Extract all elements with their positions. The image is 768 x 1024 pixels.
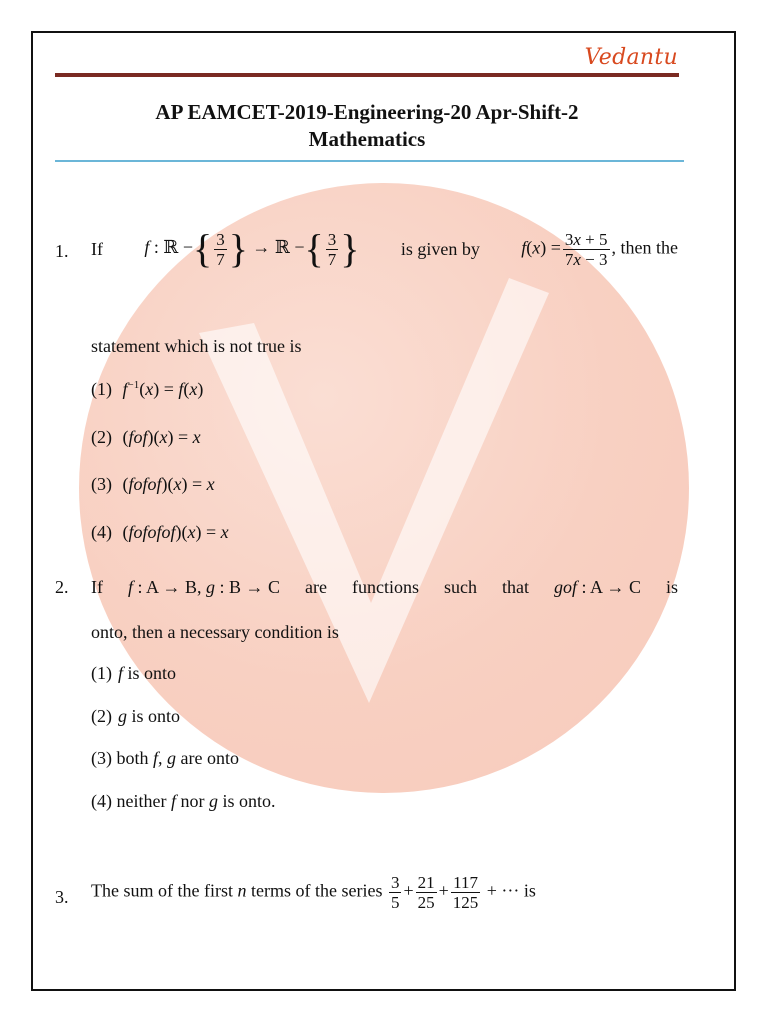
title-underline [55, 160, 684, 162]
vedantu-logo: Vedantu [584, 45, 678, 70]
series-term-3: $\frac{117}{125}$ [452, 873, 479, 912]
question-stem-line-2: statement which is not true is [91, 336, 302, 356]
question-stem-line-2: onto, then a necessary condition is [91, 622, 339, 642]
option-2: (2) (fof)(x) = x [91, 427, 201, 447]
function-definition: f(x) = $\frac{3x + 5}{7x - 3}$ , then the [521, 229, 678, 269]
question-stem: If f : A → B, g : B → C are functions such that gof : A → C is [91, 577, 678, 597]
option-3: (3) (fofof)(x) = x [91, 474, 215, 494]
question-stem [91, 226, 678, 271]
option-3: (3) both f, g are onto [91, 748, 240, 768]
series-term-1: $\frac{3}{5}$ [390, 873, 400, 912]
header-rule [55, 73, 679, 77]
title-line-2: Mathematics [308, 127, 426, 151]
function-mapping: f : A → B, g : B → C [127, 577, 281, 597]
function-domain: f : ℝ −{ $\frac{3}{7}$ } → ℝ −{ $\frac{3}{7}$ } [144, 226, 360, 271]
question-number: 3. [55, 887, 69, 907]
series-term-2: $\frac{21}{25}$ [417, 873, 435, 912]
question-stem: The sum of the first n terms of the series $\frac{3}{5}$ + $\frac{21}{25}$ + $\frac{117}{125}$ + ··· is [91, 873, 536, 912]
option-1: (1) $f^{-1}(x) = f(x)$ [91, 379, 204, 399]
option-1: (1) f is onto [91, 663, 177, 683]
page-title [55, 99, 679, 153]
option-4: (4) neither f nor g is onto. [91, 791, 276, 811]
document-page [31, 31, 736, 991]
option-2: (2) g is onto [91, 706, 181, 726]
question-number: 2. [55, 577, 69, 597]
question-number: 1. [55, 241, 69, 261]
title-line-1: AP EAMCET-2019-Engineering-20 Apr-Shift-2 [155, 100, 579, 124]
stem-text: is given by [400, 238, 480, 259]
option-4: (4) (fofofof)(x) = x [91, 522, 229, 542]
composition: gof : A → C [553, 577, 641, 597]
stem-text: If [91, 238, 103, 259]
